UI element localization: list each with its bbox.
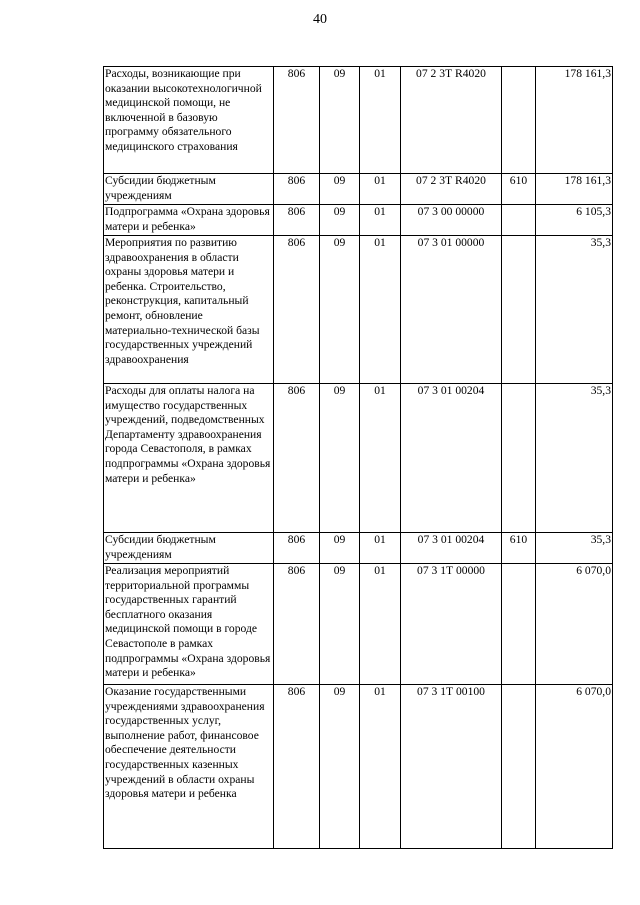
section-code: 09: [320, 685, 360, 849]
table-row: [104, 533, 613, 564]
section-code: 09: [320, 174, 360, 205]
ministry-code: 806: [274, 67, 320, 174]
expense-type-code: [502, 564, 536, 685]
ministry-code: 806: [274, 236, 320, 384]
target-article-code: 07 3 1Т 00100: [401, 685, 502, 849]
target-article-code: 07 2 3Т R4020: [401, 67, 502, 174]
table-row: [104, 67, 613, 174]
sum-value: 6 105,3: [536, 205, 613, 236]
section-code: 09: [320, 384, 360, 533]
target-article-code: 07 2 3Т R4020: [401, 174, 502, 205]
section-code: 09: [320, 236, 360, 384]
target-article-code: 07 3 1Т 00000: [401, 564, 502, 685]
table-row: [104, 564, 613, 685]
expense-type-code: [502, 67, 536, 174]
section-code: 09: [320, 533, 360, 564]
expense-type-code: 610: [502, 174, 536, 205]
expense-type-code: [502, 205, 536, 236]
subsection-code: 01: [360, 174, 401, 205]
section-code: 09: [320, 67, 360, 174]
target-article-code: 07 3 00 00000: [401, 205, 502, 236]
item-name: Мероприятия по развитию здравоохранения в области охраны здоровья матери и ребенка. Строительство, реконструкция, капитальный ремонт, обновление материально-технической базы государственных учреждений здравоохранения: [104, 236, 274, 384]
ministry-code: 806: [274, 564, 320, 685]
sum-value: 35,3: [536, 384, 613, 533]
expense-type-code: [502, 236, 536, 384]
item-name: Расходы, возникающие при оказании высокотехнологичной медицинской помощи, не включенной в базовую программу обязательного медицинского страхования: [104, 67, 274, 174]
table-row: [104, 685, 613, 849]
sum-value: 178 161,3: [536, 67, 613, 174]
item-name: Оказание государственными учреждениями здравоохранения государственных услуг, выполнение работ, финансовое обеспечение деятельности государственных казенных учреждений в области охраны здоровья матери и ребенка: [104, 685, 274, 849]
expense-type-code: 610: [502, 533, 536, 564]
sum-value: 35,3: [536, 533, 613, 564]
item-name: Реализация мероприятий территориальной программы государственных гарантий бесплатного оказания медицинской помощи в городе Севастополе в рамках подпрограммы «Охрана здоровья матери и ребенка»: [104, 564, 274, 685]
subsection-code: 01: [360, 384, 401, 533]
table-row: [104, 236, 613, 384]
expense-type-code: [502, 685, 536, 849]
table-row: [104, 384, 613, 533]
sum-value: 35,3: [536, 236, 613, 384]
budget-table: [103, 66, 613, 849]
subsection-code: 01: [360, 685, 401, 849]
ministry-code: 806: [274, 533, 320, 564]
item-name: Субсидии бюджетным учреждениям: [104, 533, 274, 564]
ministry-code: 806: [274, 685, 320, 849]
subsection-code: 01: [360, 236, 401, 384]
ministry-code: 806: [274, 205, 320, 236]
target-article-code: 07 3 01 00204: [401, 533, 502, 564]
section-code: 09: [320, 205, 360, 236]
table-row: [104, 174, 613, 205]
target-article-code: 07 3 01 00000: [401, 236, 502, 384]
target-article-code: 07 3 01 00204: [401, 384, 502, 533]
sum-value: 6 070,0: [536, 564, 613, 685]
subsection-code: 01: [360, 564, 401, 685]
subsection-code: 01: [360, 67, 401, 174]
page-number: 40: [313, 12, 327, 27]
ministry-code: 806: [274, 174, 320, 205]
sum-value: 178 161,3: [536, 174, 613, 205]
sum-value: 6 070,0: [536, 685, 613, 849]
expense-type-code: [502, 384, 536, 533]
subsection-code: 01: [360, 205, 401, 236]
subsection-code: 01: [360, 533, 401, 564]
item-name: Расходы для оплаты налога на имущество государственных учреждений, подведомственных Департаменту здравоохранения города Севастополя, в рамках подпрограммы «Охрана здоровья матери и ребенка»: [104, 384, 274, 533]
table-row: [104, 205, 613, 236]
item-name: Подпрограмма «Охрана здоровья матери и ребенка»: [104, 205, 274, 236]
ministry-code: 806: [274, 384, 320, 533]
section-code: 09: [320, 564, 360, 685]
item-name: Субсидии бюджетным учреждениям: [104, 174, 274, 205]
